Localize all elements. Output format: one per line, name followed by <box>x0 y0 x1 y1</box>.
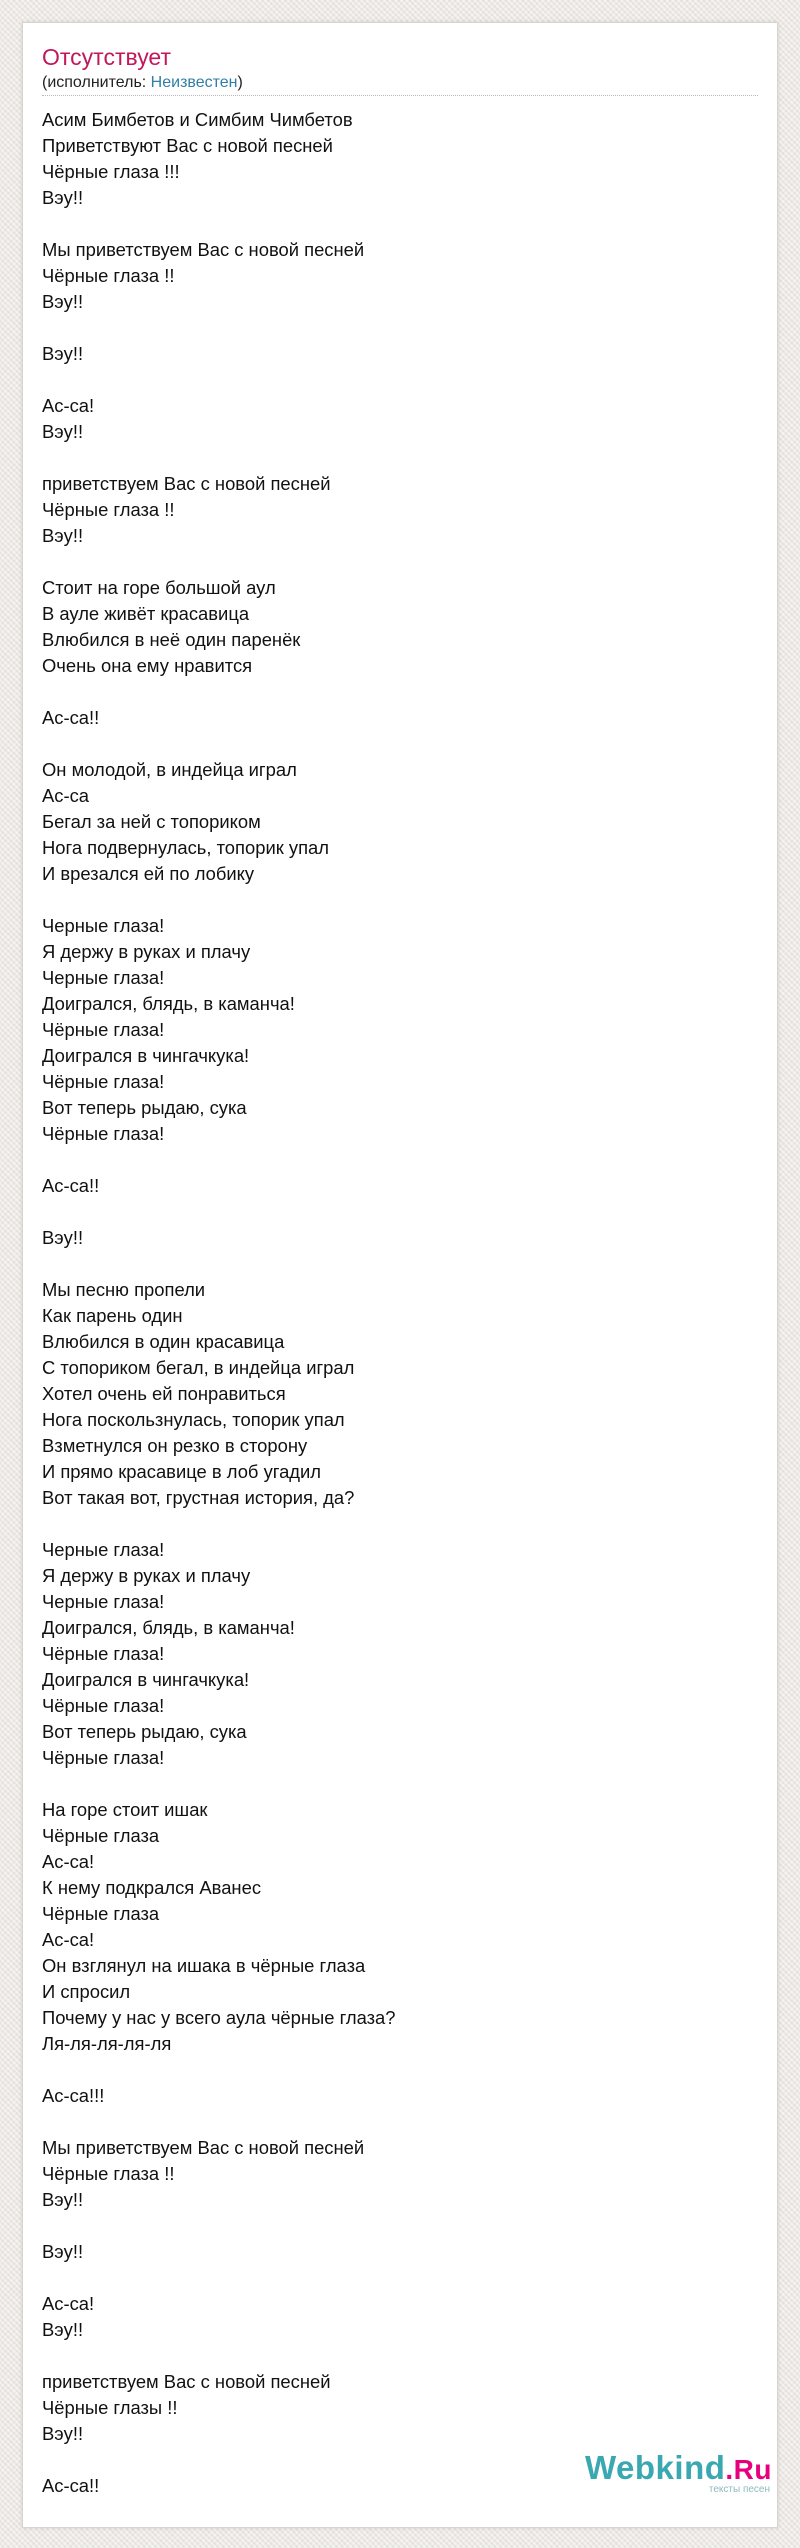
header-divider <box>42 95 758 96</box>
artist-prefix: (исполнитель: <box>42 74 151 91</box>
logo-wordmark <box>585 2450 772 2488</box>
logo-tld: .Ru <box>725 2454 772 2485</box>
lyrics-text: Асим Бимбетов и Симбим Чимбетов Приветствуют Вас с новой песней Чёрные глаза !!! Вэу!! Мы приветствуем Вас с новой песней Чёрные глаза !! Вэу!! Вэу!! Ас-са! Вэу!! приветствуем Вас с новой песней Чёрные глаза !! Вэу!! Стоит на горе большой аул В ауле живёт красавица Влюбился в неё один паренёк Очень она ему нравится Ас-са!! Он молодой, в индейца играл Ас-са Бегал за ней с топориком Нога подвернулась, топорик упал И врезался ей по лобику Черные глаза! Я держу в руках и плачу Черные глаза! Доигрался, блядь, в каманча! Чёрные глаза! Доигрался в чингачкука! Чёрные глаза! Вот теперь рыдаю, сука Чёрные глаза! Ас-са!! Вэу!! Мы песню пропели Как парень один Влюбился в один красавица С топориком бегал, в индейца играл Хотел очень ей понравиться Нога поскользнулась, топорик упал Взметнулся он резко в сторону И прямо красавице в лоб угадил Вот такая вот, грустная история, да? Черные глаза! Я держу в руках и плачу Черные глаза! Доигрался, блядь, в каманча! Чёрные глаза! Доигрался в чингачкука! Чёрные глаза! Вот теперь рыдаю, сука Чёрные глаза! На горе стоит ишак Чёрные глаза Ас-са! К нему подкрался Аванес Чёрные глаза Ас-са! Он взглянул на ишака в чёрные глаза И спросил Почему у нас у всего аула чёрные глаза? Ля-ля-ля-ля-ля Ас-са!!! Мы приветствуем Вас с новой песней Чёрные глаза !! Вэу!! Вэу!! Ас-са! Вэу!! приветствуем Вас с новой песней Чёрные глазы !! Вэу!! Ас-са!! <box>42 109 396 2496</box>
artist-suffix: ) <box>237 74 243 91</box>
artist-link[interactable]: Неизвестен <box>150 74 238 91</box>
logo-tagline: тексты песен <box>708 2484 770 2495</box>
song-title: Отсутствует <box>42 44 171 70</box>
lyrics-card <box>22 22 778 2528</box>
site-logo[interactable] <box>585 2450 772 2495</box>
logo-name: Webkind <box>584 2449 726 2486</box>
artist-line <box>42 73 243 93</box>
